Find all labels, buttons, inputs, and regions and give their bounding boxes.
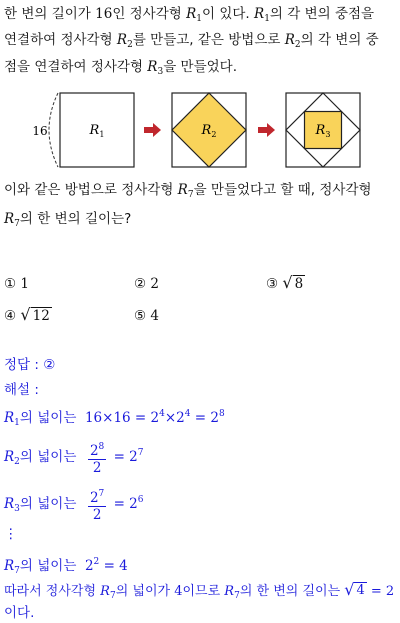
question-line-2 [4,210,131,233]
solution-step-r3 [4,483,144,526]
side-brace [49,93,58,167]
text: 한 변의 길이가 [4,6,96,22]
conclusion-line-1 [4,580,394,605]
square-r3 [4,496,20,512]
square-r7 [4,211,20,227]
problem-line-1 [4,5,374,28]
text: 이 있다. [202,6,255,22]
square-r7 [100,584,116,599]
square-r7 [4,558,20,574]
text: 의 넓이는 [19,449,81,465]
square-r1 [254,6,270,22]
exponent: 8 [218,409,225,419]
text: R [4,211,15,227]
subscript: 7 [187,190,194,200]
arrow-icon [258,123,275,137]
choice-mark: ⑤ [134,308,147,324]
square-r7 [224,584,240,599]
text: R [4,496,15,512]
subscript: 1 [14,418,20,428]
text: 의 한 변의 길이는 [239,584,345,599]
sqrt-icon: √ [344,580,355,599]
square-r3 [147,59,163,75]
text: R [116,32,128,48]
denominator: 2 [92,459,102,476]
choice-1[interactable] [4,275,29,293]
sqrt-icon: √ [20,305,31,324]
text: 인 정사각형 [112,6,187,22]
text: = 2 [109,496,138,512]
text: R [147,59,158,75]
text: 2 [89,442,99,459]
explanation-label: 해설 : [4,382,39,398]
text: R [4,410,15,426]
numerator [88,486,106,507]
area-value: 4 [174,584,183,599]
problem-line-3 [4,58,237,81]
arrow-icon [144,123,161,137]
denominator: 2 [92,506,102,523]
exponent: 7 [98,488,105,499]
text: 의 넓이는 [19,410,81,426]
question-line-1 [4,181,372,204]
text: = 2 [190,410,219,426]
text: 이므로 [182,584,225,599]
choice-value: 1 [20,276,29,292]
choice-mark: ② [134,276,147,292]
subscript: 7 [14,566,20,576]
choice-5[interactable] [134,307,159,325]
choice-4[interactable] [4,305,52,325]
subscript: 2 [294,40,301,50]
equation [85,410,225,426]
text: 따라서 정사각형 [4,584,101,599]
answer-label: 정답 : ② [4,357,56,373]
side-length-value: 16 [95,6,113,22]
sqrt-expression [344,580,366,599]
subscript: 3 [14,504,20,514]
text: R [4,449,15,465]
choice-value: 4 [150,308,159,324]
choice-value: 2 [150,276,159,292]
text: 2 [89,489,99,506]
square-r2 [285,32,301,48]
choice-mark: ③ [266,276,279,292]
numerator [88,439,106,460]
text: 점을 연결하여 정사각형 [4,59,148,75]
text: R [224,584,235,599]
equation [109,496,143,512]
conclusion-line-2: 이다. [4,605,35,621]
sqrt-icon: √ [282,273,293,292]
text: = 2 [109,449,138,465]
square-r7 [178,182,194,198]
choice-mark: ④ [4,308,17,324]
text: = 2 [366,584,395,599]
text: 을 만들었다고 할 때, 정사각형 [193,182,372,198]
exponent: 2 [93,557,100,567]
sqrt-expression [282,273,305,292]
square-r2-label: $R_2$ [201,123,217,139]
choice-2[interactable] [134,275,159,293]
side-length-label: 16 [32,124,48,138]
text: R [186,6,197,22]
text: 2 [84,558,94,574]
subscript: 7 [109,591,116,601]
subscript: 3 [157,67,164,77]
square-r1 [4,410,20,426]
text: 을 만들었다. [163,59,237,75]
exponent: 7 [137,448,144,458]
subscript: 1 [196,14,203,24]
square-r1 [186,6,202,22]
sqrt-expression [20,305,51,324]
text: 연결하여 정사각형 [4,32,117,48]
subscript: 7 [234,591,240,601]
text: 4 [356,583,365,598]
text: R [4,558,15,574]
choice-value: 8 [294,276,304,292]
text: 의 넓이는 [19,558,81,574]
text: 를 만들고, 같은 방법으로 [132,32,285,48]
fraction [88,439,106,476]
subscript: 7 [14,219,20,229]
fraction [88,486,106,523]
choice-mark: ① [4,276,17,292]
choice-3[interactable] [266,273,305,293]
exponent: 4 [159,409,165,419]
text: = 4 [99,558,128,574]
ellipsis: ⋮ [4,526,18,542]
exponent: 6 [137,495,144,505]
subscript: 2 [127,40,133,50]
solution-step-r1 [4,405,225,432]
subscript: 2 [14,457,20,467]
equation [109,449,143,465]
solution-step-r7 [4,553,128,580]
solution-step-r2 [4,436,144,479]
exponent: 4 [184,409,191,419]
text: R [284,32,295,48]
squares-figure [30,90,370,170]
square-r2 [4,449,20,465]
equation [85,558,128,574]
text: R [177,182,188,198]
text: 이와 같은 방법으로 정사각형 [4,182,178,198]
square-r3-label: $R_3$ [315,123,331,139]
text: R [100,584,110,599]
text: 의 각 변의 중 [300,32,379,48]
text: ×2 [164,410,185,426]
text: 의 넓이가 [115,584,175,599]
choice-value: 12 [32,308,50,324]
problem-line-2 [4,31,379,54]
text: 16×16 = 2 [84,410,160,426]
exponent: 8 [98,441,105,452]
text: R [254,6,265,22]
subscript: 1 [264,14,270,24]
text: 의 한 변의 길이는? [19,211,132,227]
text: 의 넓이는 [19,496,81,512]
square-r2 [117,32,133,48]
text: 의 각 변의 중점을 [269,6,375,22]
square-r1-label: $R_1$ [89,123,105,139]
